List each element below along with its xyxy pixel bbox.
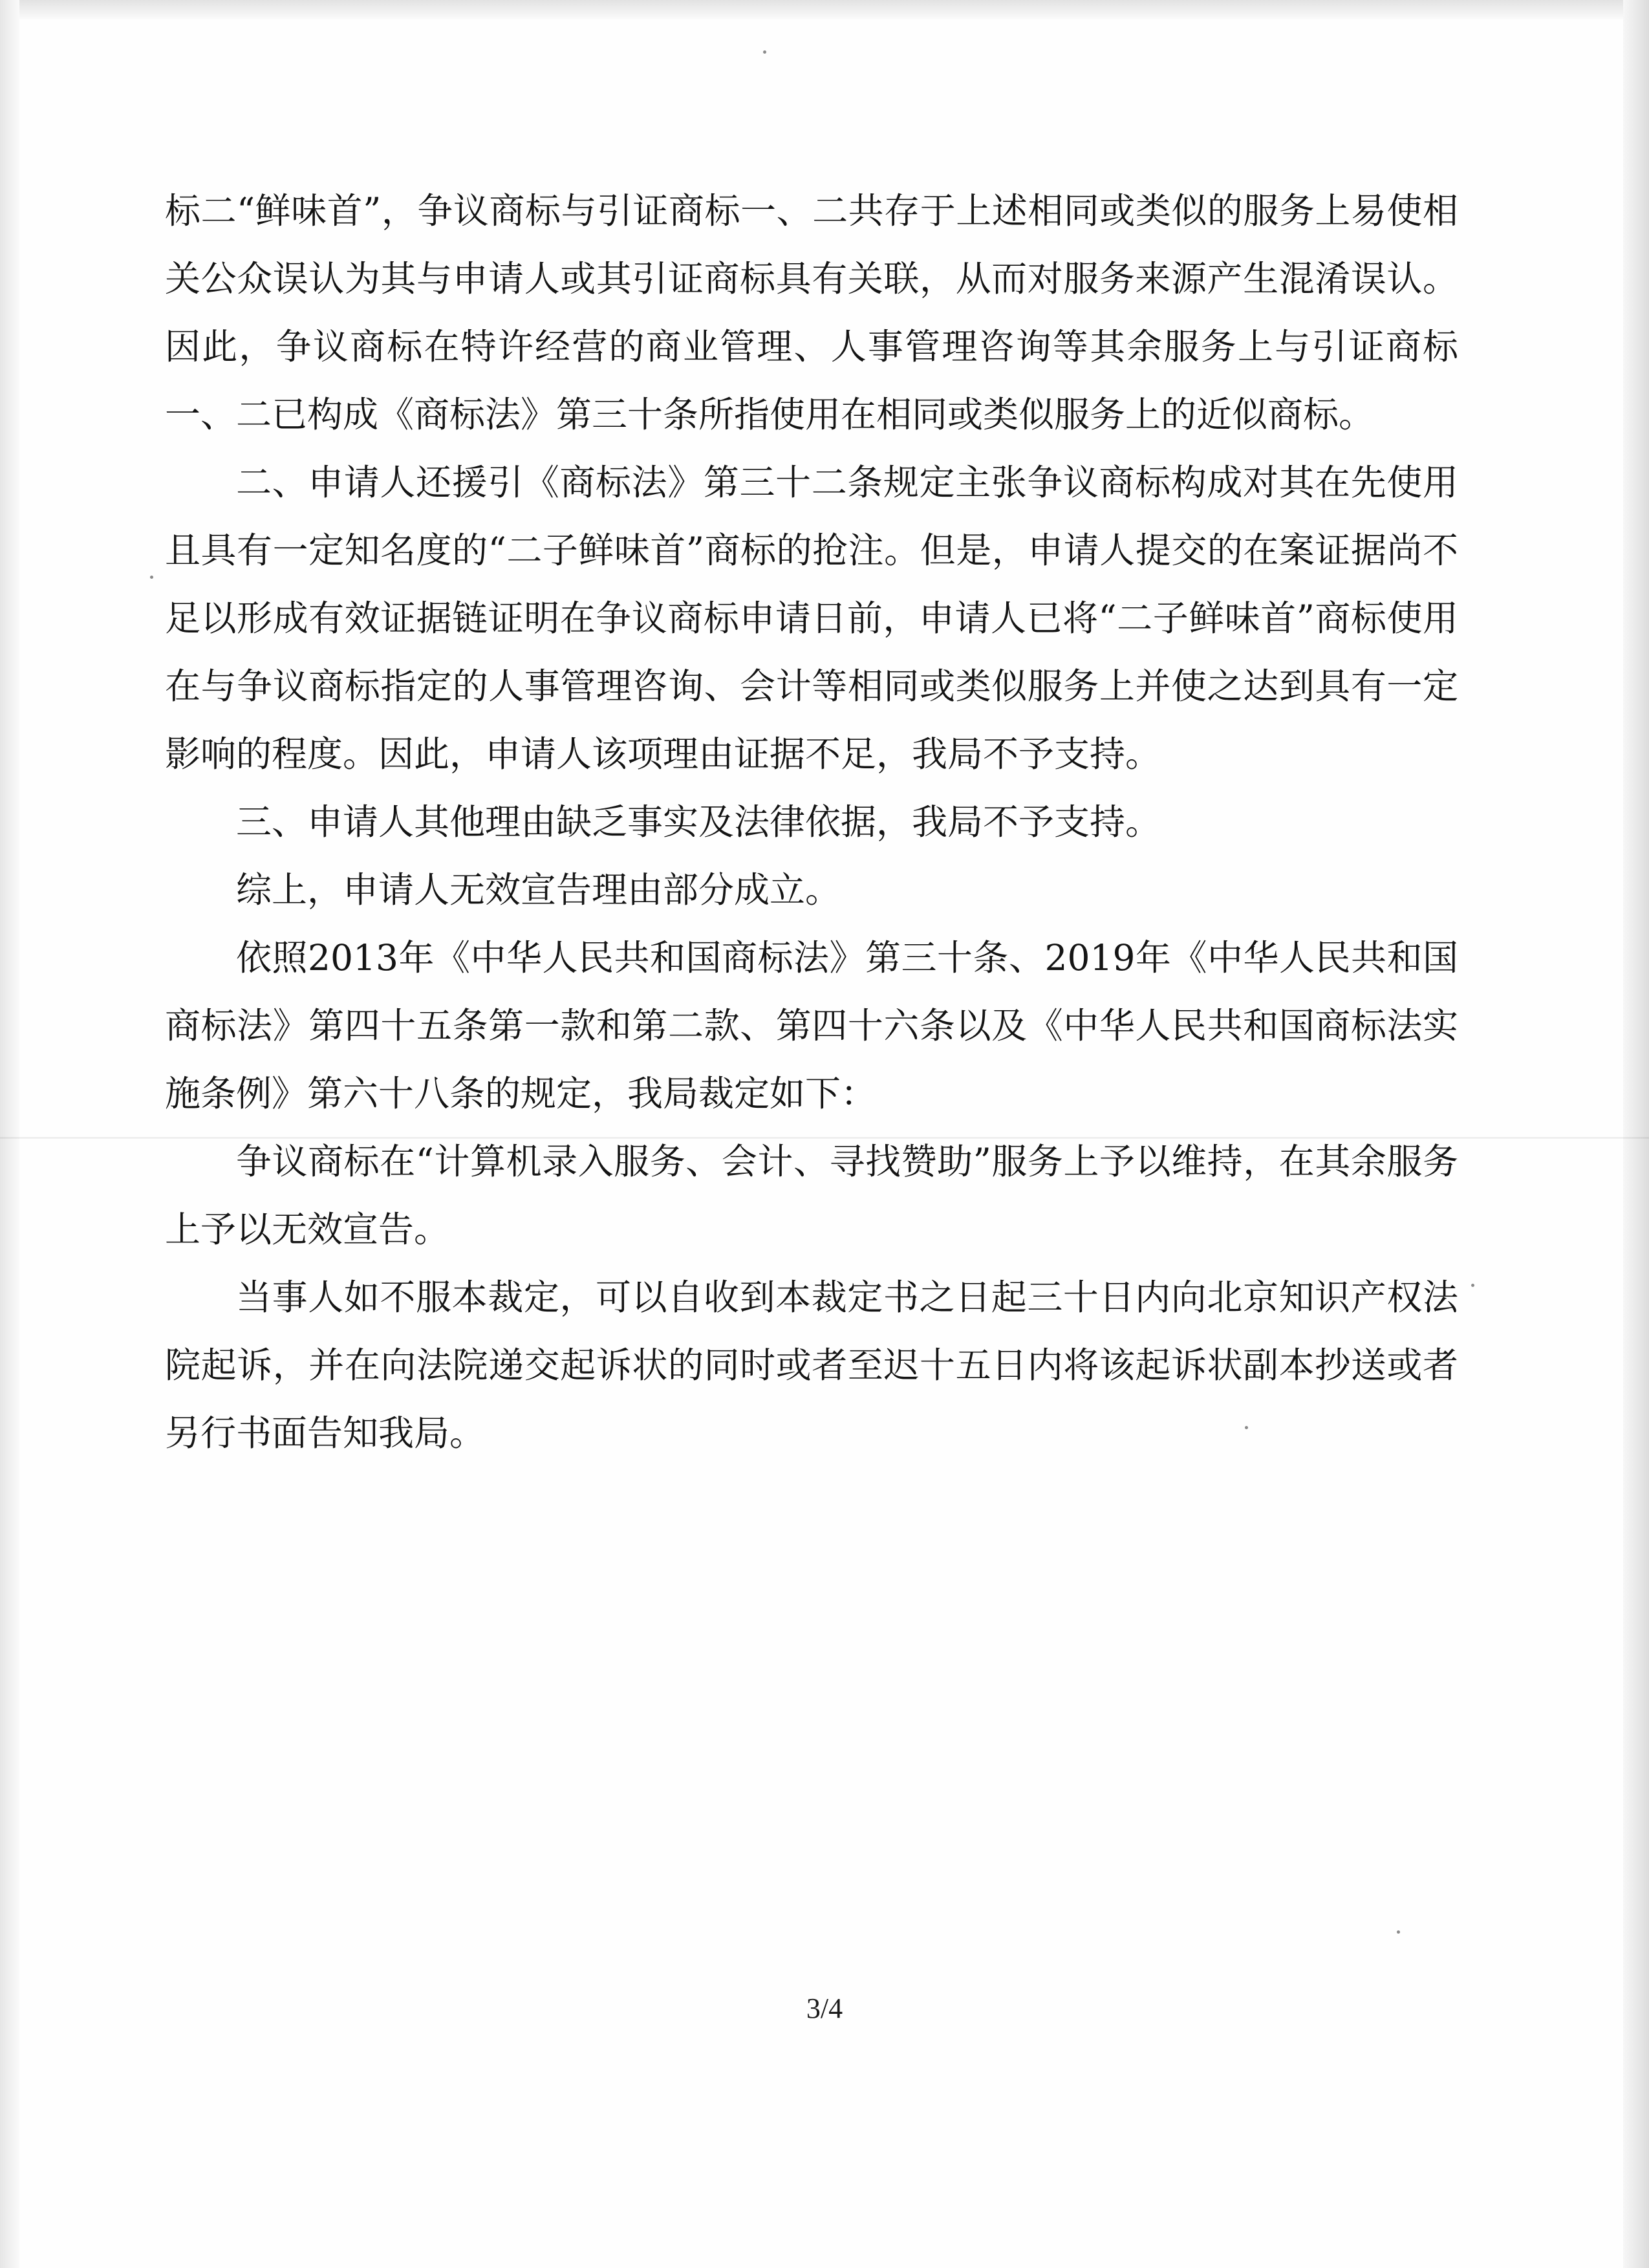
scan-edge-right bbox=[1623, 0, 1649, 2268]
scan-speck bbox=[1471, 1284, 1474, 1287]
scan-speck bbox=[150, 576, 153, 579]
scan-edge-top bbox=[0, 0, 1649, 19]
paragraph-reason-two: 二、申请人还援引《商标法》第三十二条规定主张争议商标构成对其在先使用且具有一定知名度的“二子鲜味首”商标的抢注。但是，申请人提交的在案证据尚不足以形成有效证据链证明在争议商标申请日前，申请人已将“二子鲜味首”商标使用在与争议商标指定的人事管理咨询、会计等相同或类似服务上并使之达到具有一定影响的程度。因此，申请人该项理由证据不足，我局不予支持。 bbox=[165, 462, 1458, 775]
paragraph-ruling: 争议商标在“计算机录入服务、会计、寻找赞助”服务上予以维持，在其余服务上予以无效宣告。 bbox=[165, 1141, 1458, 1250]
paragraph-continuation: 标二“鲜味首”，争议商标与引证商标一、二共存于上述相同或类似的服务上易使相关公众误认为其与申请人或其引证商标具有关联，从而对服务来源产生混淆误认。因此，争议商标在特许经营的商业管理、人事管理咨询等其余服务上与引证商标一、二已构成《商标法》第三十条所指使用在相同或类似服务上的近似商标。 bbox=[165, 190, 1458, 435]
scan-speck bbox=[763, 50, 766, 54]
paragraph-summary: 综上，申请人无效宣告理由部分成立。 bbox=[236, 869, 841, 911]
scan-edge-left bbox=[0, 0, 19, 2268]
paragraph-legal-basis: 依照2013年《中华人民共和国商标法》第三十条、2019年《中华人民共和国商标法》第四十五条第一款和第二款、第四十六条以及《中华人民共和国商标法实施条例》第六十八条的规定，我局裁定如下： bbox=[165, 937, 1458, 1114]
page-number: 3/4 bbox=[806, 1993, 843, 2024]
paragraph-appeal-notice: 当事人如不服本裁定，可以自收到本裁定书之日起三十日内向北京知识产权法院起诉，并在向法院递交起诉状的同时或者至迟十五日内将该起诉状副本抄送或者另行书面告知我局。 bbox=[165, 1277, 1458, 1454]
scan-speck bbox=[1397, 1930, 1400, 1934]
document-body bbox=[165, 177, 1458, 1467]
paragraph-reason-three: 三、申请人其他理由缺乏事实及法律依据，我局不予支持。 bbox=[236, 801, 1161, 843]
